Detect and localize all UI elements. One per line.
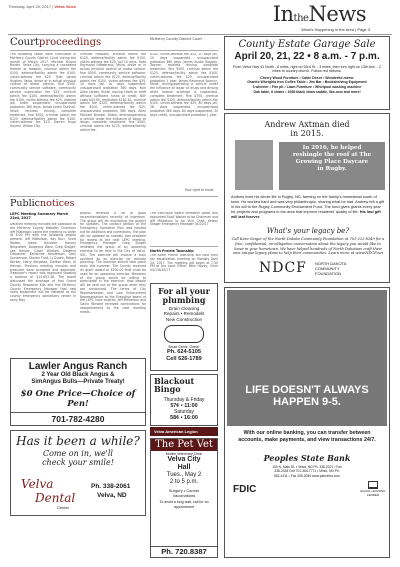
plumbing-title-1: For all your xyxy=(158,286,210,296)
court-column-2: criminal trespass, criminal admin fee $125, defense/facility admin fee $100, victim-witness fee $25, jail 10 days. Todd Raymond Hildebrand, Velva, drove or in actual physical control of motor vehicle, fine $500, community service software, criminal admin fee $125, defense/facility admin fee $100, victim-witness fee $25, 10 days jail, or days suspended, unsupervised probation 360 days. Kyle Allan Larsen, Butte, issuing check or draft without sufficient funds or credit, NSF costs $43.90, restitution $181.61, criminal admin fee $125, defense/facility admin fee $100, victim-witness fee $25, unsupervised probation 360 days. Allen Michael Skurdal, Drake, driving/operating a vehicle under the influence of liquor or drugs, complete treatment, fine $500, criminal admin fee $125, defense/facility admin fee. xyxy=(80,53,146,132)
court-column-3: $100, victim-witness fee $25, 10 days jail, 10 days suspended, unsupervised probation 360 days. James Austin Bogstie, Towner, reckless driving, complete treatment, fine $500, criminal admin fee $125, defense/facility admin fee $100, victim-witness fee $25, unsupervised probation 1 year. James Raymond Spenny, Minot, driving/operating a vehicle under the influence of liquor or drugs and driving while license privilege is suspended, complete treatment, fine $750, criminal admin fee $125, defense/facility admin fee $100, victim-witness fee $25, 60 days jail, 28 days suspended, unsupervised probation 360 days, 60 days suspended, 30 days credit, unsupervised probation 1 year. xyxy=(150,53,218,117)
garage-sale-item-3: 3 wheeler • Fire pit • Lawn Furniture • Whirlpool washing machine xyxy=(252,85,362,89)
garage-sale-item-1: Cherry Wood Furniture • Cable Décor • Wonderful mirror xyxy=(260,75,354,80)
notice-township-heading: North Prairie Township xyxy=(150,249,194,253)
pet-vet-time: 2 to 5 p.m. xyxy=(169,479,199,485)
dental-ad xyxy=(10,430,146,516)
pet-vet-date: Tues., May 2 xyxy=(166,472,202,478)
dental-phone: Ph. 338-2061 xyxy=(91,483,131,490)
notices-rule-top xyxy=(10,196,218,197)
garage-sale-ad xyxy=(224,36,390,110)
dental-sub-2: check your smile! xyxy=(42,458,114,467)
notices-title: Publicnotices xyxy=(10,198,75,209)
pet-vet-note: To avoid a long wait, call for an appointment xyxy=(159,500,209,509)
legacy-photo-caption: In 2016, he helped reshingle the roof at The Growing Place Daycare in Rugby. xyxy=(292,145,372,172)
legacy-headline-2: in 2015. xyxy=(290,129,324,138)
equal-housing-logo: EQUAL HOUSING LENDER xyxy=(359,481,387,497)
plumbing-truck-icon xyxy=(164,325,204,343)
pet-vet-sub: Mobile Veterinary Clinic xyxy=(165,452,203,456)
masthead-brand: Velva Voice xyxy=(54,4,77,9)
court-column-1: The following cases were concluded in McHenry County District Court during the month of March 2017. Michael Duane Baxter, Velva City, carrying a concealed firearm or weapon, criminal admin fee $100, defense/facility admin fee $100, victim-witness fee $25. Tyler James Hughes, Velva, drove or in actual physical control of motor vehicle, fine $500, community service software, community service supervision fee $25, criminal admin fee $100, defense/facility admin fee $100, victim-witness fee $25, ordered jail, order suspended, unsupervised probation 360 days. James Justin Dunnell, Velva, reckless driving, complete treatment, fine $500, criminal admin fee $125, defense/facility admin fee $100, victim-witness fee $25. Darren Hugo Hoyme, Willow City. xyxy=(10,53,76,129)
legacy-ad xyxy=(224,113,390,283)
pet-vet-location-1: Velva City xyxy=(167,456,201,463)
bank-ad xyxy=(224,287,390,558)
pet-vet-location-2: Hall xyxy=(177,464,191,471)
plumbing-services: Drain Cleaning Repairs • Remodels New Construction xyxy=(163,306,205,322)
pet-vet-phone: Ph. 720.8387 xyxy=(151,546,217,557)
top-rule xyxy=(8,34,392,35)
lawler-subtitle-2: SimAngus Bulls—Private Treaty! xyxy=(31,379,125,385)
legacy-body: Andrew lived his whole life in Rugby, ND, farming on the family's homestead south of town. He worked hard and was very philanthropic, sharing what he had. Andrew left a gift in his will to the Rugby Community Endowment Fund. The fund gives grants every year for projects and programs in the area that improve residents' quality of life. His last gift will last forever. xyxy=(231,194,385,219)
lawler-ad xyxy=(10,358,146,413)
lawler-offer: $0 One Price—Choice of Pen! xyxy=(20,389,136,409)
plumbing-phone-1: Ph. 624-5105 xyxy=(167,349,201,356)
masthead-date: Thursday, April 20, 2017 | Velva Voice xyxy=(8,4,77,9)
legacy-question: What's your legacy be? xyxy=(266,227,350,235)
dental-sub-1: Come on in, we'll xyxy=(42,449,113,458)
bingo-title: Blackout Bingo xyxy=(154,376,195,394)
dental-city: Velva, ND xyxy=(97,492,127,499)
plumbing-company: Bruce Grenz, Owner xyxy=(168,345,200,350)
bingo-day-2: Saturday xyxy=(173,409,194,416)
lawler-phone: 701-782-4280 xyxy=(10,413,146,426)
notice-lepc-continued: project received a lot of good recommendations recently at Ingerman. The group will be monitoring the project for updates. The contact portion of the Emergency Operation Plan was handed out for additions and corrections. The plan will be updated as needed, and available for review at the next LEPC meeting. Emergency Manager Greg Skager reviewed the group of an upcoming exercise to be held in the City of Velva, 001. The exercise will involve a train accident as an exercise for tornado planning. The exercise should take place early this summer. The County received its grant award of $500.00 that must be used for an upcoming exercise. Members of the group would be willing to participate in the exercise. How people will be sent out to the group when they are announced. The terms of City Representation and Law Enforcement Representative to the Executive board of the LEPC have expired. Jeff Mikkelson and Gavin Wirsted received nominations for reappointment to the next meeting meets. xyxy=(80,212,146,314)
garage-sale-title: County Estate Garage Sale xyxy=(238,39,376,50)
notice-lepc-closing: The Executive Board Members voted and appointed Scott Walker to be Chairman and Jeff Mikkelson to be Vice Chair. Kelsey Skager Emergency Manager 04/20/17 xyxy=(150,212,218,227)
legacy-headline-1: Andrew Axtman died xyxy=(264,120,350,129)
garage-sale-directions: From Velva Hwy 41 North - 6 miles, right on 53rd St. - 3 miles, then turn right on 13th Ave. - 2 miles to country church. Follow red ribbons. xyxy=(233,65,381,74)
legacy-call-text: Call Kara Geiger of the North Dakota Community Foundation at 701-222-8349 for a free, confidential, no-obligation conversation about the legacy you would like to leave in your hometown. We have helped hundreds of North Dakotans craft their own unique legacy plans to help their communities. Learn more at www.NDCF.net xyxy=(231,237,385,256)
notice-lepc-heading: LEPC Meeting Summary March 23rd, 2017 xyxy=(10,212,69,220)
lawler-subtitle-1: 2 Year Old Black Angus & xyxy=(41,372,115,378)
notice-lepc-body: Detailed meeting minutes are available at the McHenry County Website. Chairman Jeff Mikkelson called the meeting to order at 6:00 PM with the following people present: Jeff Mikkelson, Kay Burr, Scott Walker, Adam Haussler, Harvey Bergstrom, Dewayne Ward, Greg Skager, Lee Heisler, Gavin Wirsted, DeWeyn Carpenter, Katherine Henderson, Gary Gunderson, Sharon Thall, LJ Gusek, Robert Becker, Harry Bergstad, Gordon Wold, Al Hernon. Previous meeting minutes and treasurer were accepted and approved. Treasurer's report was approved showing a balance of $14,652.38. The board discussed the shortage of first Grand County Response Kits and the McHenry County Emergency Manager that new radio equipment will be installed at the county emergency operations center in early May. xyxy=(10,223,76,302)
court-subtitle: McHenry County District Court xyxy=(150,37,202,41)
dental-logo: Velva Dental Center xyxy=(21,477,76,510)
bingo-time-2: 58¢ • 16:00 xyxy=(170,415,198,422)
pet-vet-ad xyxy=(150,438,218,558)
bingo-day-1: Thursday & Friday xyxy=(163,397,205,403)
court-title: Courtproceedings xyxy=(10,37,102,48)
lawler-title: Lawler Angus Ranch xyxy=(28,361,128,372)
notice-divider xyxy=(150,246,218,247)
bank-banner: LIFE DOESN'T ALWAYS HAPPEN 9-5. xyxy=(245,384,369,408)
tagline: What's Happening in the Area | Page 3 xyxy=(301,27,370,32)
dental-headline: Has it been a while? xyxy=(16,434,140,448)
garage-sale-dates: April 20, 21, 22 • 8 a.m. - 7 p.m. xyxy=(234,51,380,62)
garage-sale-item-2: Granite Wheights Iron Coffee Table • Jim Bar • Bookshelving Equipment xyxy=(247,80,367,85)
bank-address: 100 N. Main St. • Velva, ND Ph. 338-2021 • Fax 338-2328 Cell 701-364-7771 • Minot, ND Ph. 852-4311 • Fax 338-2050 www.psbvelva.com xyxy=(272,465,342,478)
court-rule xyxy=(10,50,218,51)
section-logo: IntheNews xyxy=(272,2,366,26)
bingo-venue: Velva American Legion xyxy=(150,427,218,436)
ndcf-logo: NDCF NORTH DAKOTA COMMUNITY FOUNDATION xyxy=(259,260,347,276)
notice-township-body: The North Prairie Township will hold their tax equalization meeting on Monday April 24, 2017. The meeting will begin at 7:30 PM at the Land Office. Mike Hovey, Clerk 04/13&20/17 xyxy=(150,254,218,273)
plumbing-phone-2: Cell 626-1789 xyxy=(166,355,202,362)
bingo-ad xyxy=(150,374,218,426)
court-credit: Your right to know xyxy=(185,188,214,192)
fdic-logo: FDIC xyxy=(233,484,257,495)
bank-name: Peoples State Bank xyxy=(263,453,351,463)
pet-vet-service-2: Vaccinations xyxy=(172,493,196,498)
plumbing-ad xyxy=(150,283,218,371)
garage-sale-item-4: Oak table, 6 chairs • 1958 black shaw saddle, like-new and more! xyxy=(253,89,361,94)
pet-vet-title: The Pet Vet xyxy=(151,439,217,451)
portrait-photo xyxy=(235,140,273,190)
plumbing-title-2: plumbing xyxy=(162,295,206,305)
bank-online-text: With our online banking, you can transfer between accounts, make payments, and view transactions 24/7. xyxy=(238,430,376,443)
pet-vet-service-1: Surgery • Cancer xyxy=(168,488,200,493)
bingo-time-1: 57¢ • 11:00 xyxy=(170,403,198,409)
house-icon xyxy=(368,481,378,489)
